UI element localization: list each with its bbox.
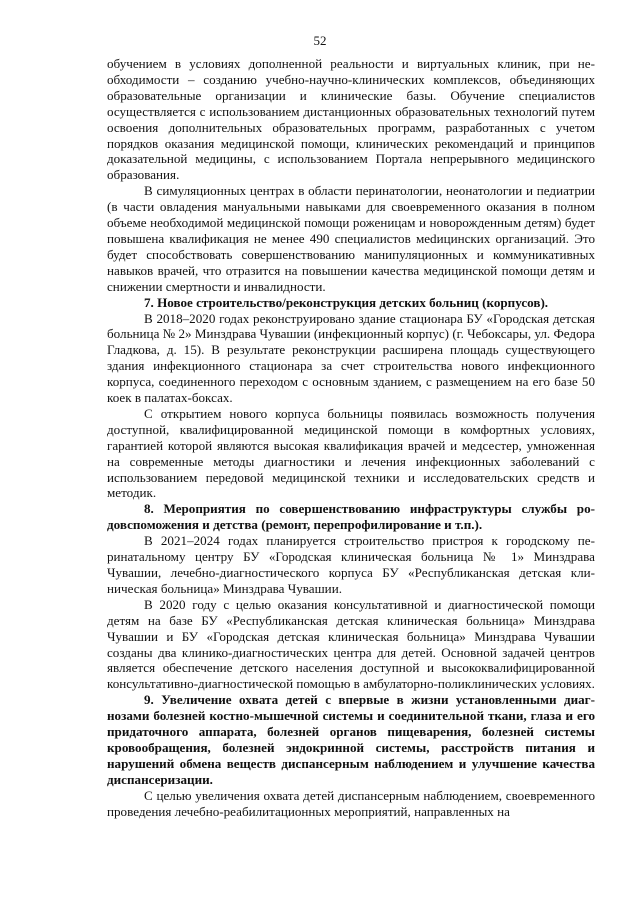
paragraph-dispensary: С целью увеличения охвата детей диспансерным наблюдением, своевременного проведения лечебно-реабилитационных мероприятий, направленных на	[107, 787, 595, 819]
section-heading-8: 8. Мероприятия по совершенствованию инфраструктуры службы родовспоможения и детства (ремонт, перепрофилирование и т.п.).	[107, 501, 595, 533]
page-body	[107, 56, 595, 820]
section-heading-9: 9. Увеличение охвата детей с впервые в жизни установленными диагнозами болезней костно-мышечной системы и соединительной ткани, глаза и его придаточного аппарата, болезней органов пищеварения, болезней системы кровообращения, болезней эндокринной системы, расстройств питания и нарушений обмена веществ диспансерным наблюдением и улучшение качества диспансеризации.	[107, 692, 595, 787]
paragraph-diagnostic-centers: В 2020 году с целью оказания консультативной и диагностической помощи детям на базе БУ «Республиканская детская клиническая больница» Минздрава Чувашии и БУ «Городская детская клиническая больница» Минздрава Чувашии созданы два клинико-диагностических центра для детей. Основной задачей центров является обеспечение детского населения доступной и высококвалифицированной консультативно-диагностической помощью в амбулаторно-поликлинических условиях.	[107, 596, 595, 692]
paragraph-new-building: С открытием нового корпуса больницы появилась возможность получения доступной, квалифицированной медицинской помощи в комфортных условиях, гарантией которой являются высокая квалификация врачей и медсестер, умноженная на современные методы диагностики и лечения инфекционных заболеваний с использованием передовой медицинской техники и исследовательских средств и методик.	[107, 405, 595, 501]
page-number: 52	[313, 33, 327, 48]
paragraph-continuation: обучением в условиях дополненной реальности и виртуальных клиник, при необходимости – созданию учебно-научно-клинических комплексов, объединяющих образовательные организации и клинические базы. Обучение специалистов осуществляется с использованием дистанционных образовательных технологий путем освоения дополнительных образовательных программ, разработанных с учетом порядков оказания медицинской помощи, клинических рекомендаций и принципов доказательной медицины, с использованием Портала непрерывного медицинского образования.	[107, 56, 595, 183]
section-heading-7: 7. Новое строительство/реконструкция детских больниц (корпусов).	[144, 294, 549, 310]
paragraph-simulation-centers: В симуляционных центрах в области перинатологии, неонатологии и педиатрии (в части овладения мануальными навыками для своевременного оказания в полном объеме необходимой медицинской помощи роженицам и новорожденным детям) будет повышена квалификация не менее 490 специалистов меdицинских организаций. Это будет способствовать совершенствованию манипуляционных и коммуникативных навыков врачей, что отразится на повышении качества медицинской помощи детям и снижении смертности и инвалидности.	[107, 183, 595, 294]
paragraph-construction-plan: В 2021–2024 годах планируется строительство пристроя к городскому перинатальному центру БУ «Городская клиническая больница № 1» Минздрава Чувашии, лечебно-диагностического корпуса БУ «Республиканская детская клиническая больница» Минздрава Чувашии.	[107, 533, 595, 596]
paragraph-reconstruction: В 2018–2020 годах реконструировано здание стационара БУ «Городская детская больница № 2» Минздрава Чувашии (инфекционный корпус) (г. Чебоксары, ул. Федора Гладкова, д. 15). В результате реконструкции расширена площадь существующего здания инфекционного стационара за счет строительства нового инфекционного корпуса, соединенного переходом с основным зданием, с размещением на его базе 50 коек в палатах-боксах.	[107, 310, 595, 406]
